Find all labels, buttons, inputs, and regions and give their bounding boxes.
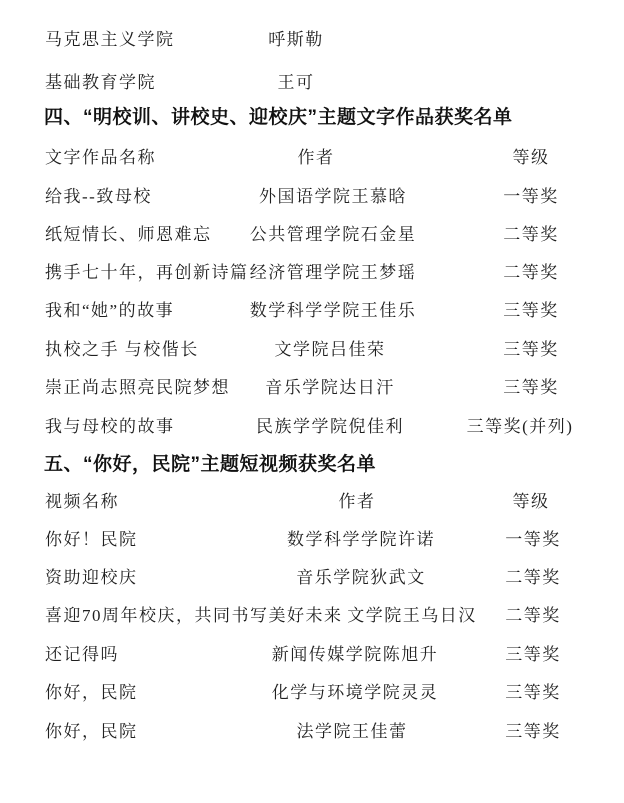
intro-row xyxy=(0,72,624,94)
grade: 三等奖 xyxy=(505,722,561,741)
work-name: 我与母校的故事 xyxy=(45,417,175,436)
author: 经济管理学院王梦瑶 xyxy=(249,263,417,282)
author: 新闻传媒学院陈旭升 xyxy=(271,645,439,664)
college-name: 马克思主义学院 xyxy=(45,30,175,49)
author: 文学院吕佳荣 xyxy=(274,340,386,359)
author: 音乐学院狄武文 xyxy=(296,568,426,587)
video-name: 你好，民院 xyxy=(45,722,138,741)
work-name: 纸短情长、师恩难忘 xyxy=(45,225,212,244)
grade: 三等奖 xyxy=(503,378,559,397)
author: 民族学学院倪佳利 xyxy=(256,417,404,436)
table-row xyxy=(0,300,624,322)
grade: 二等奖 xyxy=(503,263,559,282)
work-name: 崇正尚志照亮民院梦想 xyxy=(45,378,230,397)
table-row xyxy=(0,605,624,627)
author: 文学院王乌日汉 xyxy=(347,606,477,625)
video-name: 资助迎校庆 xyxy=(45,568,138,587)
author: 音乐学院达日汗 xyxy=(265,378,395,397)
author: 公共管理学院石金星 xyxy=(249,225,417,244)
column-header-author: 作者 xyxy=(338,492,376,511)
grade: 三等奖 xyxy=(503,340,559,359)
grade: 三等奖(并列) xyxy=(466,417,574,436)
grade: 二等奖 xyxy=(505,568,561,587)
winner-name: 呼斯勒 xyxy=(268,30,324,49)
column-header-grade: 等级 xyxy=(512,148,550,167)
table-row xyxy=(0,721,624,743)
author: 数学科学学院王佳乐 xyxy=(249,301,417,320)
grade: 三等奖 xyxy=(503,301,559,320)
table-row xyxy=(0,224,624,246)
table-row xyxy=(0,186,624,208)
author: 数学科学学院许诺 xyxy=(287,530,435,549)
column-header-name: 文字作品名称 xyxy=(45,148,156,167)
table-row xyxy=(0,377,624,399)
video-name: 还记得吗 xyxy=(45,645,119,664)
table-row xyxy=(0,567,624,589)
table-row xyxy=(0,339,624,361)
video-name: 你好，民院 xyxy=(45,683,138,702)
video-name: 你好！民院 xyxy=(45,530,138,549)
work-name: 给我--致母校 xyxy=(45,187,152,206)
author: 外国语学院王慕晗 xyxy=(259,187,407,206)
column-header-name: 视频名称 xyxy=(45,492,119,511)
section4-header-row xyxy=(0,147,624,169)
work-name: 我和“她”的故事 xyxy=(45,301,175,320)
table-row xyxy=(0,682,624,704)
table-row xyxy=(0,262,624,284)
grade: 一等奖 xyxy=(503,187,559,206)
section4-heading: 四、“明校训、讲校史、迎校庆”主题文字作品获奖名单 xyxy=(44,107,513,128)
table-row xyxy=(0,644,624,666)
grade: 一等奖 xyxy=(505,530,561,549)
grade: 三等奖 xyxy=(505,645,561,664)
work-name: 携手七十年，再创新诗篇 xyxy=(45,263,249,282)
winner-name: 王可 xyxy=(277,73,315,92)
author: 法学院王佳蕾 xyxy=(296,722,408,741)
grade: 三等奖 xyxy=(505,683,561,702)
table-row xyxy=(0,416,624,438)
work-name: 执校之手 与校偕长 xyxy=(45,340,199,359)
intro-row xyxy=(0,29,624,51)
grade: 二等奖 xyxy=(503,225,559,244)
video-name: 喜迎70周年校庆，共同书写美好未来 xyxy=(45,606,343,625)
college-name: 基础教育学院 xyxy=(45,73,156,92)
grade: 二等奖 xyxy=(505,606,561,625)
section5-header-row xyxy=(0,491,624,513)
section5-heading: 五、“你好，民院”主题短视频获奖名单 xyxy=(44,454,377,475)
column-header-author: 作者 xyxy=(297,148,335,167)
column-header-grade: 等级 xyxy=(512,492,550,511)
table-row xyxy=(0,529,624,551)
author: 化学与环境学院灵灵 xyxy=(271,683,439,702)
